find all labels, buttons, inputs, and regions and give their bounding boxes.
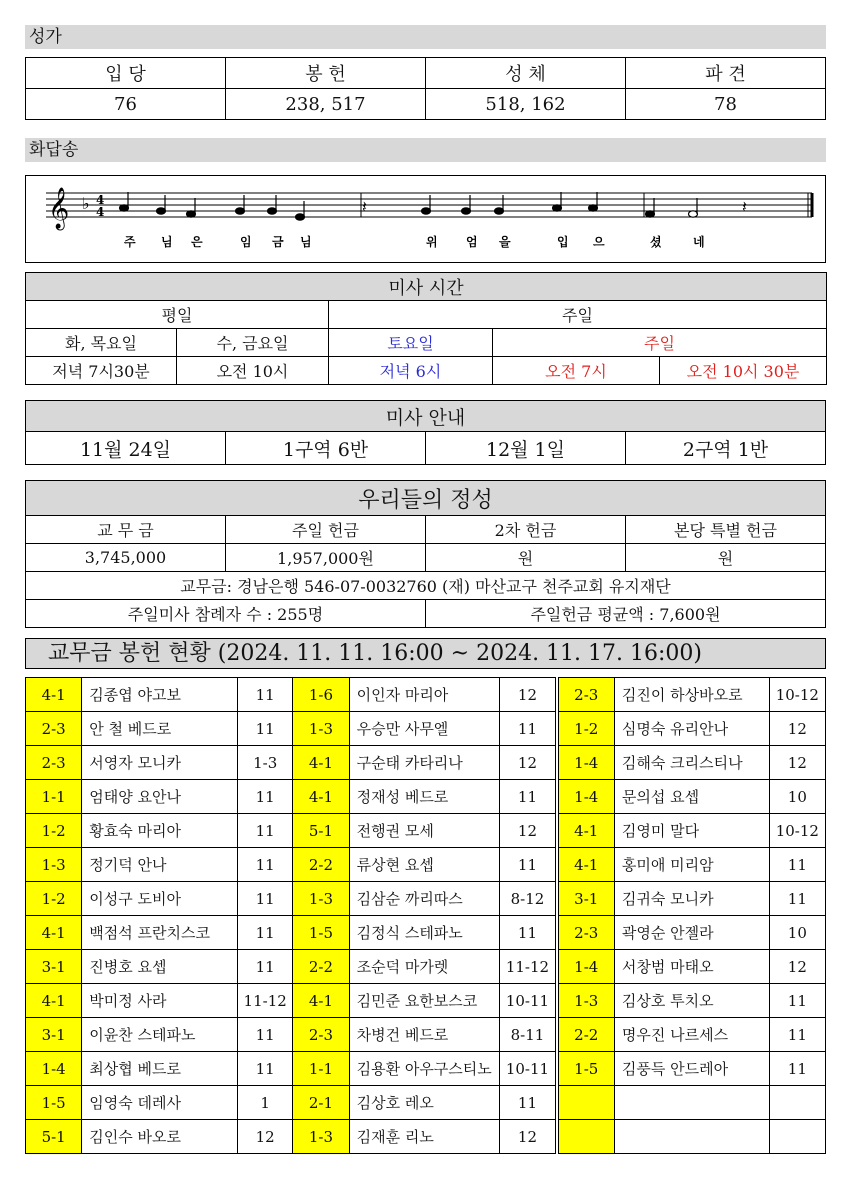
month-range-cell: 11: [500, 712, 555, 746]
month-range-cell: 11: [769, 1052, 825, 1086]
district-cell: 2-3: [26, 746, 82, 780]
district-cell: 4-1: [293, 780, 349, 814]
member-name-cell: 심명숙 유리안나: [614, 712, 769, 746]
sunday-label: 주일: [329, 301, 827, 329]
month-range-cell: 8-11: [500, 1018, 555, 1052]
table-row: [26, 1086, 826, 1120]
bank-account-info: 교무금: 경남은행 546-07-0032760 (재) 마산교구 천주교회 유지재단: [26, 572, 826, 600]
member-name-cell: 김인수 바오로: [82, 1120, 238, 1154]
month-range-cell: 11: [500, 780, 555, 814]
offering-value-special: 원: [626, 544, 826, 572]
district-cell: 4-1: [293, 746, 349, 780]
member-name-cell: 홍미애 미리암: [614, 848, 769, 882]
district-cell: 1-2: [26, 882, 82, 916]
singing-table: [25, 57, 826, 120]
member-name-cell: 김정식 스테파노: [349, 916, 500, 950]
table-row: [26, 916, 826, 950]
month-range-cell: 11: [238, 950, 293, 984]
day-sunday: 주일: [493, 329, 827, 357]
music-staff: [26, 176, 825, 262]
member-name-cell: 이윤찬 스테파노: [82, 1018, 238, 1052]
district-cell: [558, 1086, 614, 1120]
member-name-cell: 김종엽 야고보: [82, 678, 238, 712]
member-name-cell: 서창범 마태오: [614, 950, 769, 984]
mass-times-title: 미사 시간: [26, 273, 827, 301]
month-range-cell: 11: [769, 882, 825, 916]
month-range-cell: 12: [500, 814, 555, 848]
district-cell: 1-4: [558, 780, 614, 814]
member-name-cell: 구순태 카타리나: [349, 746, 500, 780]
lyric-2: 님: [161, 235, 173, 249]
table-row: [26, 1052, 826, 1086]
district-cell: 2-2: [293, 950, 349, 984]
member-name-cell: 백점석 프란치스코: [82, 916, 238, 950]
district-cell: 2-3: [26, 712, 82, 746]
month-range-cell: [769, 1120, 825, 1154]
mass-times-table: [25, 272, 827, 385]
lyric-12: 셨: [650, 235, 662, 249]
district-cell: 4-1: [26, 984, 82, 1018]
lyric-1: 주: [124, 235, 136, 249]
member-name-cell: 김진이 하상바오로: [614, 678, 769, 712]
month-range-cell: 11: [238, 882, 293, 916]
month-range-cell: 11: [238, 1052, 293, 1086]
month-range-cell: 10: [769, 780, 825, 814]
member-name-cell: 김상호 투치오: [614, 984, 769, 1018]
month-range-cell: 10-11: [500, 1052, 555, 1086]
district-cell: 1-6: [293, 678, 349, 712]
district-cell: 1-5: [293, 916, 349, 950]
time-sunday-early: 오전 7시: [493, 357, 660, 385]
month-range-cell: 11: [500, 848, 555, 882]
district-cell: [558, 1120, 614, 1154]
lyric-13: 네: [693, 235, 705, 249]
district-cell: 1-4: [558, 950, 614, 984]
district-cell: 2-3: [293, 1018, 349, 1052]
member-name-cell: 명우진 나르세스: [614, 1018, 769, 1052]
month-range-cell: 8-12: [500, 882, 555, 916]
rest-icon: 𝄽: [362, 197, 367, 216]
lyric-4: 임: [240, 235, 252, 249]
day-tue-thu: 화, 목요일: [26, 329, 177, 357]
month-range-cell: 11: [769, 984, 825, 1018]
member-name-cell: [614, 1120, 769, 1154]
month-range-cell: 11: [769, 848, 825, 882]
member-name-cell: 김영미 말다: [614, 814, 769, 848]
member-name-cell: 문의섭 요셉: [614, 780, 769, 814]
table-row: [26, 780, 826, 814]
month-range-cell: 10-12: [769, 678, 825, 712]
month-range-cell: 12: [500, 678, 555, 712]
district-cell: 3-1: [26, 1018, 82, 1052]
day-wed-fri: 수, 금요일: [177, 329, 329, 357]
month-range-cell: 11: [238, 1018, 293, 1052]
month-range-cell: 12: [769, 712, 825, 746]
member-name-cell: 엄태양 요안나: [82, 780, 238, 814]
singing-header-offertory: 봉 헌: [226, 58, 426, 89]
member-name-cell: 황효숙 마리아: [82, 814, 238, 848]
singing-value-entrance: 76: [26, 89, 226, 120]
district-cell: 5-1: [293, 814, 349, 848]
time-signature: 4: [96, 193, 105, 207]
district-cell: 4-1: [26, 916, 82, 950]
month-range-cell: 1-3: [238, 746, 293, 780]
month-range-cell: 10-11: [500, 984, 555, 1018]
month-range-cell: 11: [238, 814, 293, 848]
singing-value-communion: 518, 162: [426, 89, 626, 120]
month-range-cell: 11: [238, 780, 293, 814]
member-name-cell: 우승만 사무엘: [349, 712, 500, 746]
table-row: [26, 746, 826, 780]
table-row: [26, 1018, 826, 1052]
member-name-cell: 김해숙 크리스티나: [614, 746, 769, 780]
mass-guide-group-2: 2구역 1반: [626, 432, 826, 465]
district-cell: 4-1: [293, 984, 349, 1018]
lyric-3: 은: [191, 235, 203, 249]
district-cell: 1-1: [26, 780, 82, 814]
district-cell: 1-3: [293, 882, 349, 916]
table-row: [26, 712, 826, 746]
table-row: [26, 814, 826, 848]
month-range-cell: 12: [500, 1120, 555, 1154]
district-cell: 1-4: [558, 746, 614, 780]
mass-guide-table: [25, 400, 826, 465]
svg-text:4: 4: [96, 205, 105, 219]
month-range-cell: 12: [500, 746, 555, 780]
member-name-cell: 최상협 베드로: [82, 1052, 238, 1086]
month-range-cell: 11: [238, 678, 293, 712]
weekday-label: 평일: [26, 301, 329, 329]
month-range-cell: 11-12: [238, 984, 293, 1018]
district-cell: 4-1: [26, 678, 82, 712]
psalm-section-title: 화답송: [25, 138, 826, 162]
lyric-8: 엄: [466, 235, 478, 249]
month-range-cell: 1: [238, 1086, 293, 1120]
district-cell: 1-4: [26, 1052, 82, 1086]
mass-guide-date-2: 12월 1일: [426, 432, 626, 465]
lyric-10: 입: [557, 235, 569, 249]
member-name-cell: 조순덕 마가렛: [349, 950, 500, 984]
month-range-cell: 12: [238, 1120, 293, 1154]
singing-section-title: 성가: [25, 25, 826, 49]
offering-header-sunday: 주일 헌금: [226, 516, 426, 544]
offering-value-sunday: 1,957,000원: [226, 544, 426, 572]
offering-value-second: 원: [426, 544, 626, 572]
table-row: [26, 950, 826, 984]
member-name-cell: 곽영순 안젤라: [614, 916, 769, 950]
mass-guide-title: 미사 안내: [26, 401, 826, 432]
district-cell: 2-1: [293, 1086, 349, 1120]
month-range-cell: 11: [500, 916, 555, 950]
mass-guide-date-1: 11월 24일: [26, 432, 226, 465]
district-cell: 1-3: [293, 712, 349, 746]
member-name-cell: 안 철 베드로: [82, 712, 238, 746]
district-cell: 2-3: [558, 916, 614, 950]
member-name-cell: 김풍득 안드레아: [614, 1052, 769, 1086]
member-name-cell: 김재훈 리노: [349, 1120, 500, 1154]
month-range-cell: 11: [769, 1018, 825, 1052]
table-row: [26, 848, 826, 882]
lyric-6: 님: [300, 235, 312, 249]
member-name-cell: 이인자 마리아: [349, 678, 500, 712]
district-cell: 1-1: [293, 1052, 349, 1086]
month-range-cell: 10-12: [769, 814, 825, 848]
offering-title: 우리들의 정성: [26, 481, 826, 516]
district-cell: 1-2: [558, 712, 614, 746]
district-cell: 1-2: [26, 814, 82, 848]
rest-icon-2: 𝄽: [742, 197, 747, 216]
psalm-score: [25, 175, 826, 263]
member-name-cell: 전행권 모세: [349, 814, 500, 848]
member-name-cell: 이성구 도비아: [82, 882, 238, 916]
attendance-count: 주일미사 참례자 수 : 255명: [26, 600, 426, 628]
district-cell: 1-5: [558, 1052, 614, 1086]
table-row: [26, 984, 826, 1018]
month-range-cell: 12: [769, 746, 825, 780]
district-cell: 3-1: [558, 882, 614, 916]
day-saturday: 토요일: [329, 329, 493, 357]
member-name-cell: 김민준 요한보스코: [349, 984, 500, 1018]
mass-guide-group-1: 1구역 6반: [226, 432, 426, 465]
offering-value-dues: 3,745,000: [26, 544, 226, 572]
district-cell: 1-5: [26, 1086, 82, 1120]
singing-header-communion: 성 체: [426, 58, 626, 89]
month-range-cell: 11-12: [500, 950, 555, 984]
notes: [120, 192, 698, 220]
lyric-9: 을: [499, 235, 511, 249]
district-cell: 4-1: [558, 848, 614, 882]
district-cell: 1-3: [293, 1120, 349, 1154]
offering-header-second: 2차 헌금: [426, 516, 626, 544]
time-sunday-late: 오전 10시 30분: [660, 357, 827, 385]
district-cell: 2-2: [558, 1018, 614, 1052]
district-cell: 2-3: [558, 678, 614, 712]
district-cell: 4-1: [558, 814, 614, 848]
member-name-cell: 진병호 요셉: [82, 950, 238, 984]
month-range-cell: [769, 1086, 825, 1120]
member-name-cell: 임영숙 데레사: [82, 1086, 238, 1120]
member-name-cell: 김삼순 까리따스: [349, 882, 500, 916]
district-cell: 2-2: [293, 848, 349, 882]
dues-status-table: [25, 677, 826, 1154]
singing-header-recessional: 파 견: [626, 58, 826, 89]
member-name-cell: 차병건 베드로: [349, 1018, 500, 1052]
district-cell: 3-1: [26, 950, 82, 984]
member-name-cell: 김용환 아우구스티노: [349, 1052, 500, 1086]
member-name-cell: 정재성 베드로: [349, 780, 500, 814]
month-range-cell: 10: [769, 916, 825, 950]
time-wed-fri: 오전 10시: [177, 357, 329, 385]
offering-header-special: 본당 특별 헌금: [626, 516, 826, 544]
lyric-11: 으: [593, 235, 605, 249]
singing-value-recessional: 78: [626, 89, 826, 120]
time-saturday: 저녁 6시: [329, 357, 493, 385]
member-name-cell: 김상호 레오: [349, 1086, 500, 1120]
district-cell: 1-3: [558, 984, 614, 1018]
table-row: [26, 882, 826, 916]
district-cell: 1-3: [26, 848, 82, 882]
month-range-cell: 11: [238, 916, 293, 950]
member-name-cell: 김귀숙 모니카: [614, 882, 769, 916]
lyric-7: 위: [426, 235, 438, 249]
lyric-5: 금: [272, 235, 284, 249]
treble-clef-icon: 𝄞: [48, 188, 70, 229]
month-range-cell: 11: [500, 1086, 555, 1120]
member-name-cell: 정기덕 안나: [82, 848, 238, 882]
month-range-cell: 12: [769, 950, 825, 984]
flat-icon: ♭: [82, 194, 90, 213]
month-range-cell: 11: [238, 848, 293, 882]
table-row: [26, 678, 826, 712]
average-offering: 주일헌금 평균액 : 7,600원: [426, 600, 826, 628]
offering-header-dues: 교 무 금: [26, 516, 226, 544]
offering-table: [25, 480, 826, 628]
member-name-cell: 서영자 모니카: [82, 746, 238, 780]
member-name-cell: 류상현 요셉: [349, 848, 500, 882]
month-range-cell: 11: [238, 712, 293, 746]
singing-header-entrance: 입 당: [26, 58, 226, 89]
time-tue-thu: 저녁 7시30분: [26, 357, 177, 385]
district-cell: 5-1: [26, 1120, 82, 1154]
table-row: [26, 1120, 826, 1154]
member-name-cell: 박미정 사라: [82, 984, 238, 1018]
dues-status-title: 교무금 봉헌 현황 (2024. 11. 11. 16:00 ~ 2024. 11. 17. 16:00): [25, 638, 826, 669]
member-name-cell: [614, 1086, 769, 1120]
singing-value-offertory: 238, 517: [226, 89, 426, 120]
